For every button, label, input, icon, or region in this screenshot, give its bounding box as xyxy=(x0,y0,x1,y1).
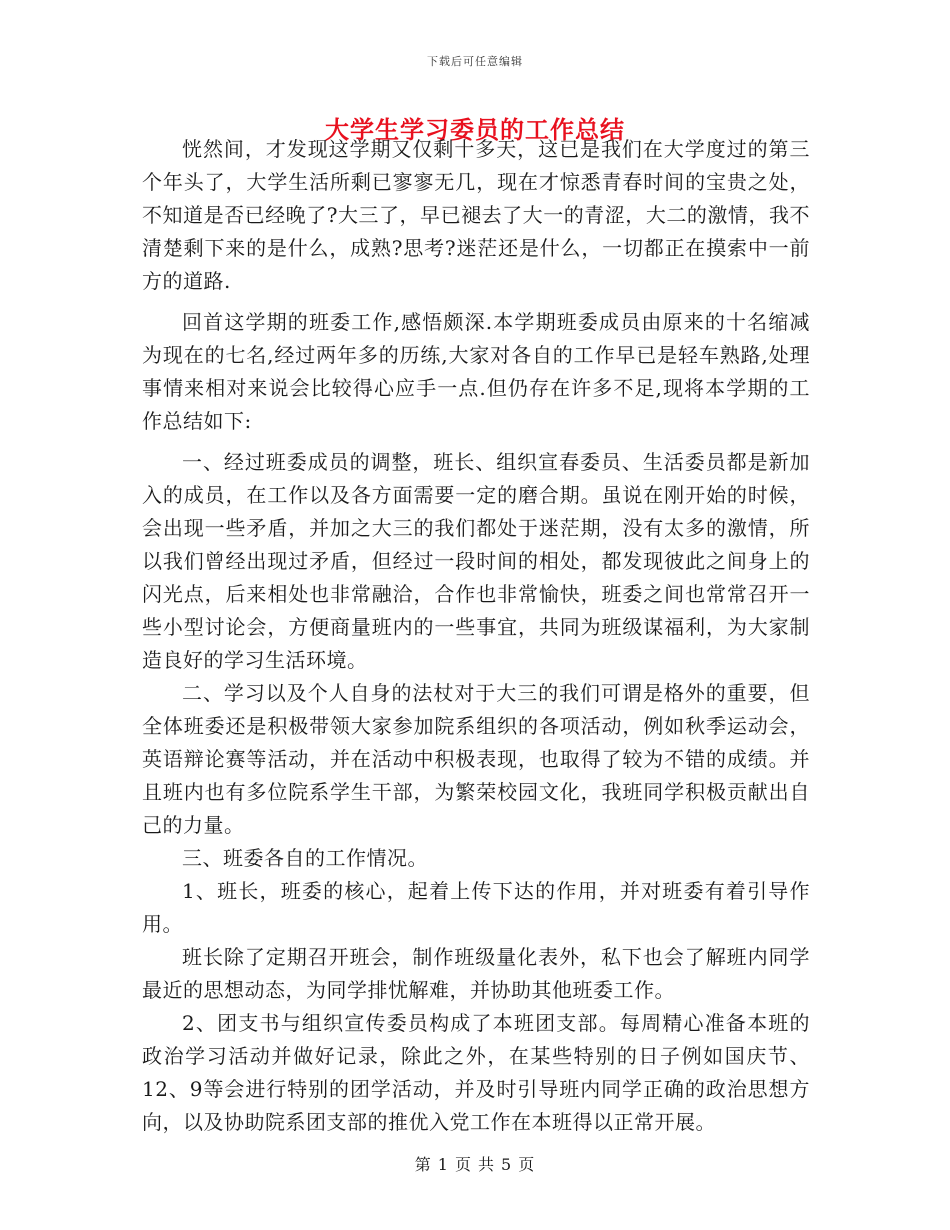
header-note: 下载后可任意编辑 xyxy=(427,55,523,68)
footer-prefix: 第 xyxy=(414,1155,432,1174)
page-footer xyxy=(0,1152,950,1175)
paragraph-review: 回首这学期的班委工作,感悟颇深.本学期班委成员由原来的十名缩减为现在的七名,经过两年多的历练,大家对各自的工作早已是轻车熟路,处理事情来相对来说会比较得心应手一点.但仍存在许多不足,现将本学期的工作总结如下: xyxy=(142,310,810,433)
paragraph-intro: 恍然间，才发现这学期又仅剩十多天，这已是我们在大学度过的第三个年头了，大学生活所剩已寥寥无几，现在才惊悉青春时间的宝贵之处，不知道是否已经晚了?大三了，早已褪去了大一的青涩，大二的激情，我不清楚剩下来的是什么，成熟?思考?迷茫还是什么，一切都正在摸索中一前方的道路. xyxy=(142,137,810,293)
paragraph-point-2: 二、学习以及个人自身的法杖对于大三的我们可谓是格外的重要，但全体班委还是积极带领大家参加院系组织的各项活动，例如秋季运动会，英语辩论赛等活动，并在活动中积极表现，也取得了较为不错的成绩。并且班内也有多位院系学生干部，为繁荣校园文化，我班同学积极贡献出自己的力量。 xyxy=(142,681,810,837)
paragraph-league-branch: 2、团支书与组织宣传委员构成了本班团支部。每周精心准备本班的政治学习活动并做好记录，除此之外，在某些特别的日子例如国庆节、12、9等会进行特别的团学活动，并及时引导班内同学正确的政治思想方向，以及协助院系团支部的推优入党工作在本班得以正常开展。 xyxy=(142,1011,810,1134)
footer-page-number: 1 xyxy=(437,1155,449,1174)
paragraph-point-1: 一、经过班委成员的调整，班长、组织宣春委员、生活委员都是新加入的成员，在工作以及各方面需要一定的磨合期。虽说在刚开始的时候，会出现一些矛盾，并加之大三的我们都处于迷茫期，没有太多的激情，所以我们曾经出现过矛盾，但经过一段时间的相处，都发现彼此之间身上的闪光点，后来相处也非常融洽，合作也非常愉快，班委之间也常常召开一些小型讨论会，方便商量班内的一些事宜，共同为班级谋福利，为大家制造良好的学习生活环境。 xyxy=(142,450,810,672)
paragraph-monitor-duties: 班长除了定期召开班会，制作班级量化表外，私下也会了解班内同学最近的思想动态，为同学排忧解难，并协助其他班委工作。 xyxy=(142,945,810,1002)
footer-middle: 页 共 xyxy=(454,1155,496,1174)
paragraph-point-3: 三、班委各自的工作情况。 xyxy=(182,846,428,870)
document-body xyxy=(142,133,810,1139)
paragraph-monitor-role: 1、班长，班委的核心，起着上传下达的作用，并对班委有着引导作用。 xyxy=(142,879,810,936)
document-title: 大学生学习委员的工作总结 xyxy=(325,115,625,144)
footer-suffix: 页 xyxy=(518,1155,536,1174)
footer-total-pages: 5 xyxy=(501,1155,513,1174)
